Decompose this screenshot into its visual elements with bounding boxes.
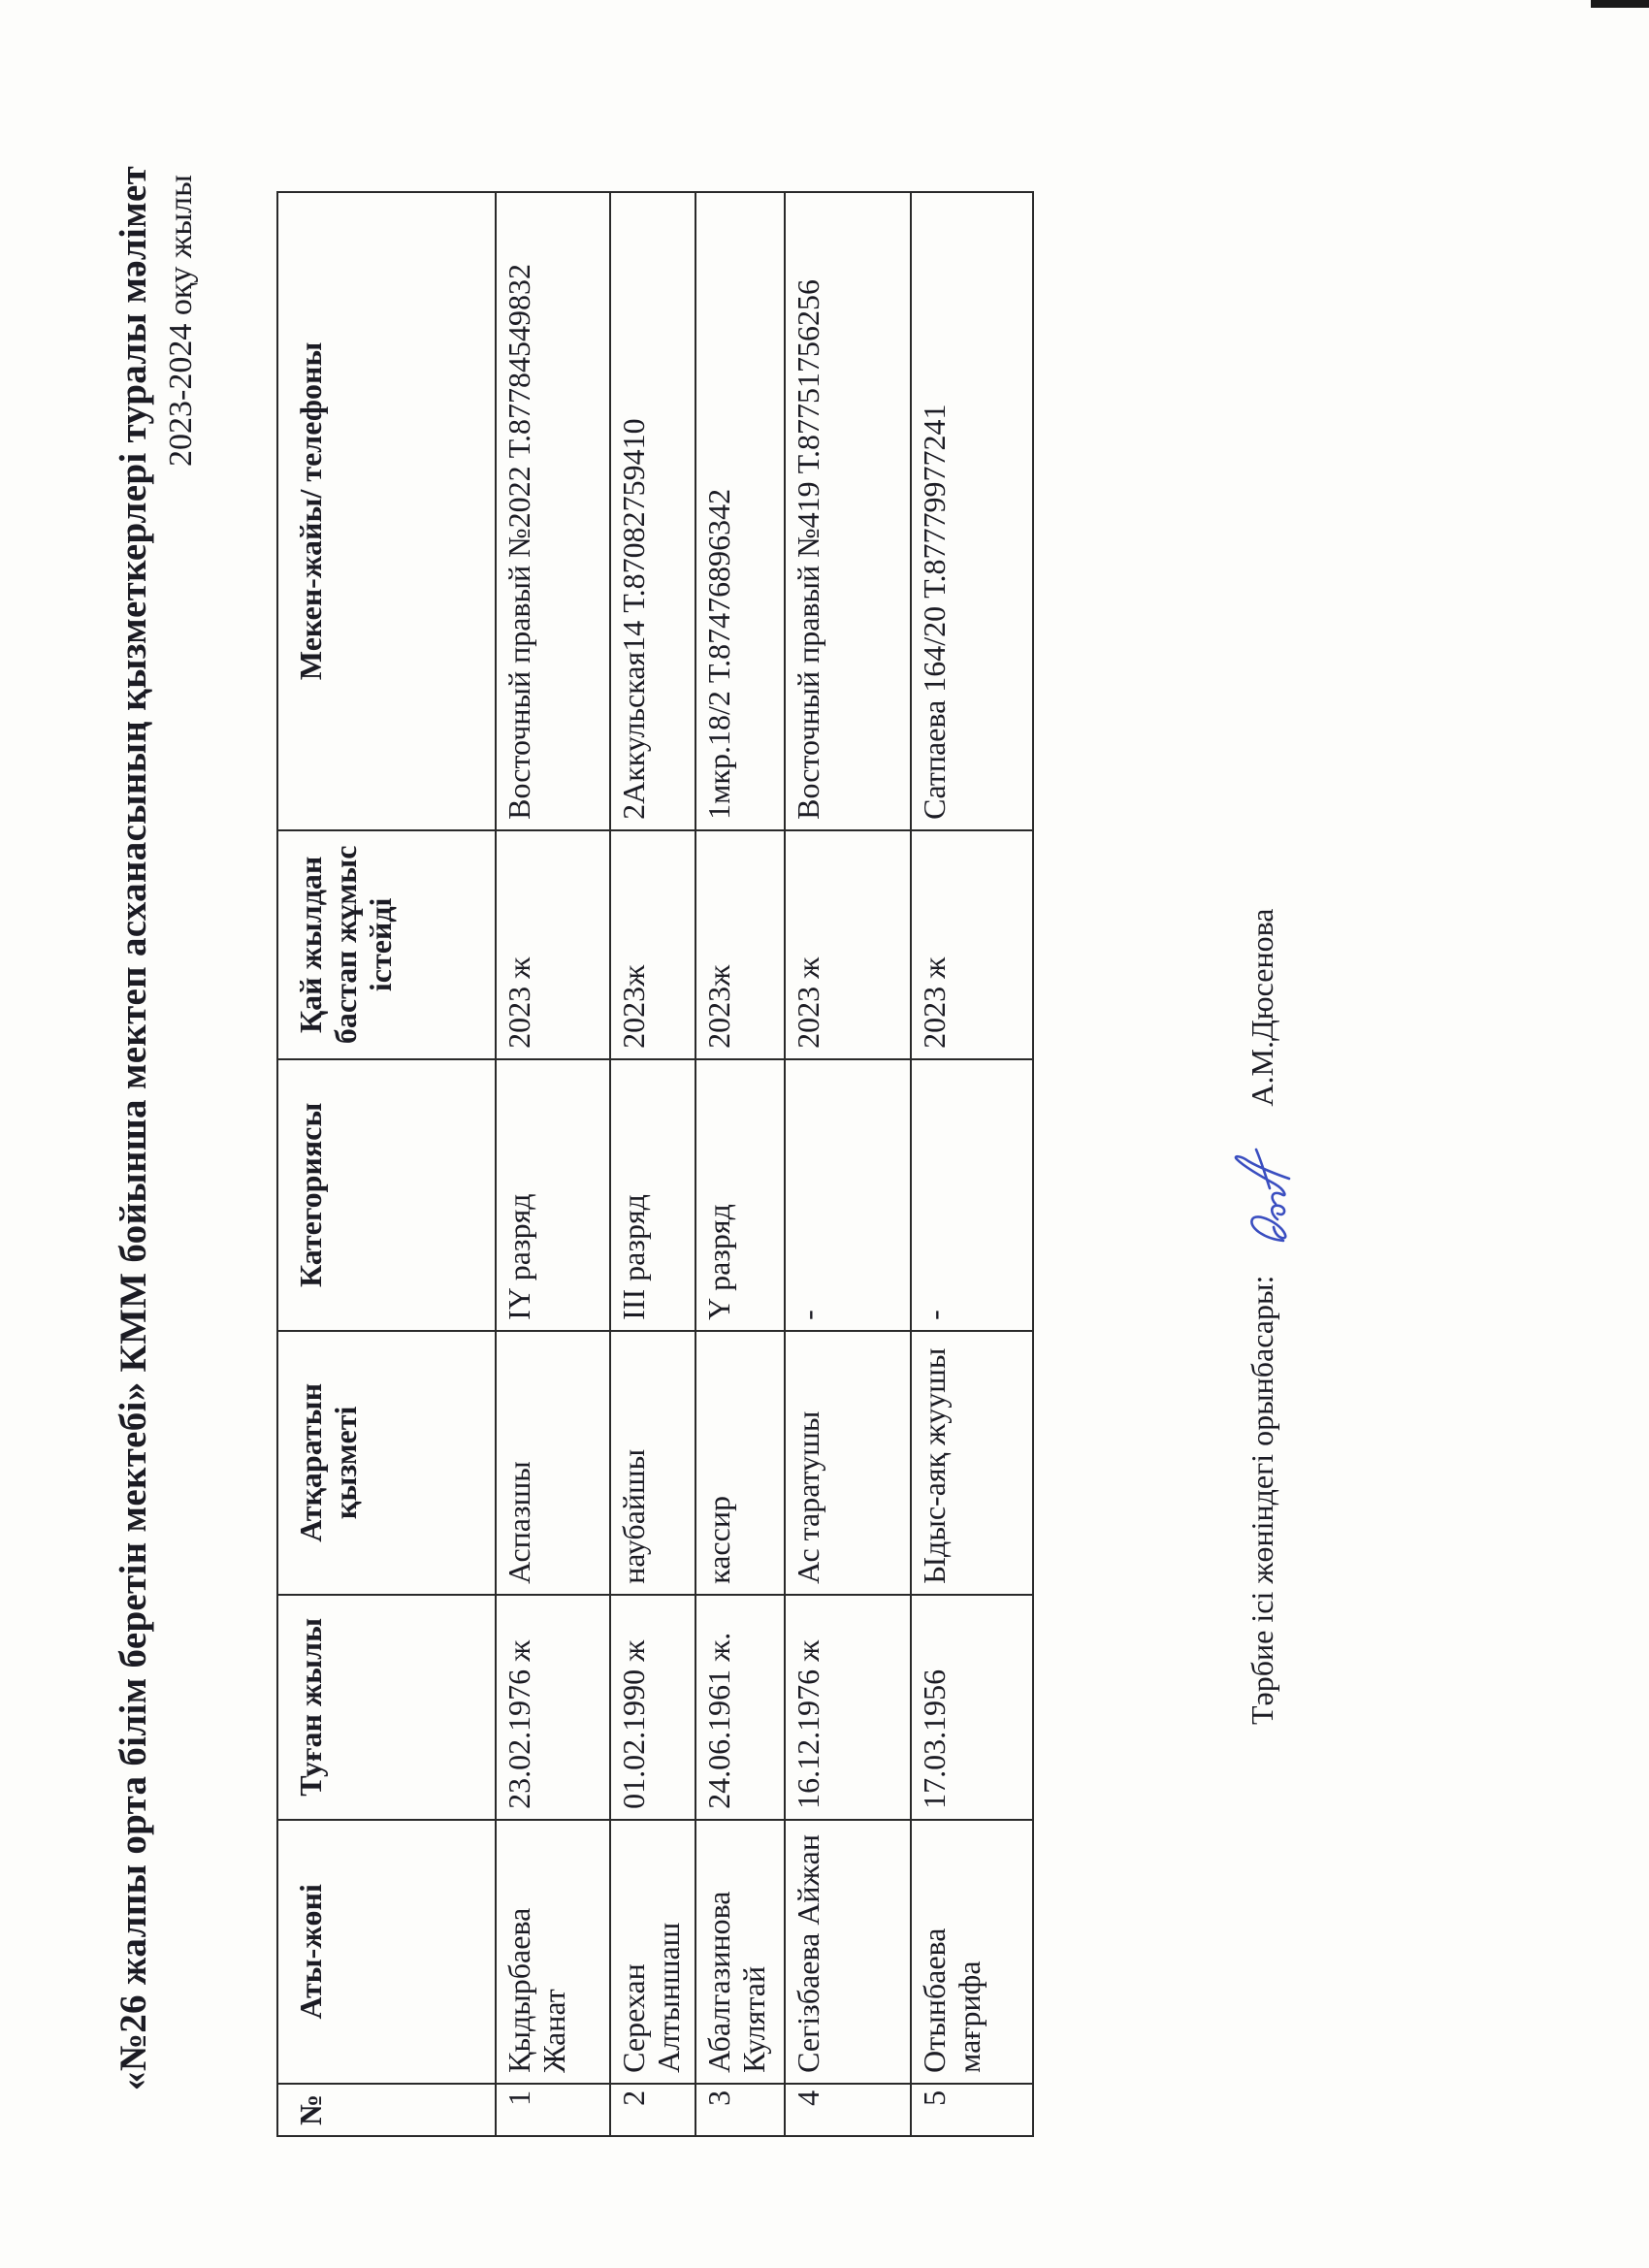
cell-birth-date: 01.02.1990 ж <box>610 1595 695 1820</box>
cell-birth-date: 16.12.1976 ж <box>785 1595 911 1820</box>
header-birth-date: Туған жылы <box>277 1595 496 1820</box>
signature-block <box>1227 909 1305 1726</box>
staff-table <box>276 191 1034 2137</box>
cell-number: 5 <box>911 2084 1033 2136</box>
header-name: Аты-жөні <box>277 1820 496 2084</box>
deputy-title: Тәрбие ісі жөніндегі орынбасары: <box>1245 1275 1280 1725</box>
cell-category: Y разряд <box>695 1059 785 1331</box>
header-category: Категориясы <box>277 1059 496 1331</box>
cell-name: Қыдырбаева Жанат <box>496 1820 610 2084</box>
cell-position: Аспазшы <box>496 1331 610 1595</box>
header-position: Атқаратын қызметі <box>277 1331 496 1595</box>
table-header-row <box>277 192 496 2136</box>
academic-year: 2023-2024 оқу жылы <box>163 175 199 467</box>
cell-work-since: 2023 ж <box>785 830 911 1059</box>
cell-address-phone: 1мкр.18/2 Т.87476896342 <box>695 192 785 830</box>
cell-category: - <box>911 1059 1033 1331</box>
cell-work-since: 2023ж <box>695 830 785 1059</box>
cell-category: IY разряд <box>496 1059 610 1331</box>
cell-address-phone: 2Аккульская14 Т.87082759410 <box>610 192 695 830</box>
cell-category: III разряд <box>610 1059 695 1331</box>
table-row <box>610 192 695 2136</box>
table-row <box>695 192 785 2136</box>
cell-number: 4 <box>785 2084 911 2136</box>
cell-birth-date: 17.03.1956 <box>911 1595 1033 1820</box>
header-work-since: Қай жылдан бастап жұмыс істейді <box>277 830 496 1059</box>
document-title: «№26 жалпы орта білім беретін мектебі» КММ бойынша мектеп асханасының қызметкерлері туралы мәлімет <box>113 165 154 2091</box>
handwritten-signature <box>1227 1142 1305 1248</box>
cell-work-since: 2023 ж <box>911 830 1033 1059</box>
cell-work-since: 2023ж <box>610 830 695 1059</box>
cell-position: Ас таратушы <box>785 1331 911 1595</box>
cell-name: Отынбаева мағрифа <box>911 1820 1033 2084</box>
cell-birth-date: 23.02.1976 ж <box>496 1595 610 1820</box>
cell-number: 1 <box>496 2084 610 2136</box>
table-row <box>911 192 1033 2136</box>
cell-name: Серехан Алтыншаш <box>610 1820 695 2084</box>
table-row <box>785 192 911 2136</box>
cell-number: 2 <box>610 2084 695 2136</box>
header-address-phone: Мекен-жайы/ телефоны <box>277 192 496 830</box>
cell-address-phone: Восточный правый №2022 Т.87784549832 <box>496 192 610 830</box>
header-number: № <box>277 2084 496 2136</box>
cell-number: 3 <box>695 2084 785 2136</box>
cell-work-since: 2023 ж <box>496 830 610 1059</box>
cell-address-phone: Восточный правый №419 Т.87751756256 <box>785 192 911 830</box>
cell-birth-date: 24.06.1961 ж. <box>695 1595 785 1820</box>
cell-name: Сегізбаева Айжан <box>785 1820 911 2084</box>
cell-position: наубайшы <box>610 1331 695 1595</box>
deputy-name: А.М.Дюсенова <box>1245 908 1280 1107</box>
table-row <box>496 192 610 2136</box>
cell-address-phone: Сатпаева 164/20 Т.87779977241 <box>911 192 1033 830</box>
cell-name: Абалгазинова Кулятай <box>695 1820 785 2084</box>
cell-position: Ыдыс-аяқ жуушы <box>911 1331 1033 1595</box>
cell-category: - <box>785 1059 911 1331</box>
cell-position: кассир <box>695 1331 785 1595</box>
